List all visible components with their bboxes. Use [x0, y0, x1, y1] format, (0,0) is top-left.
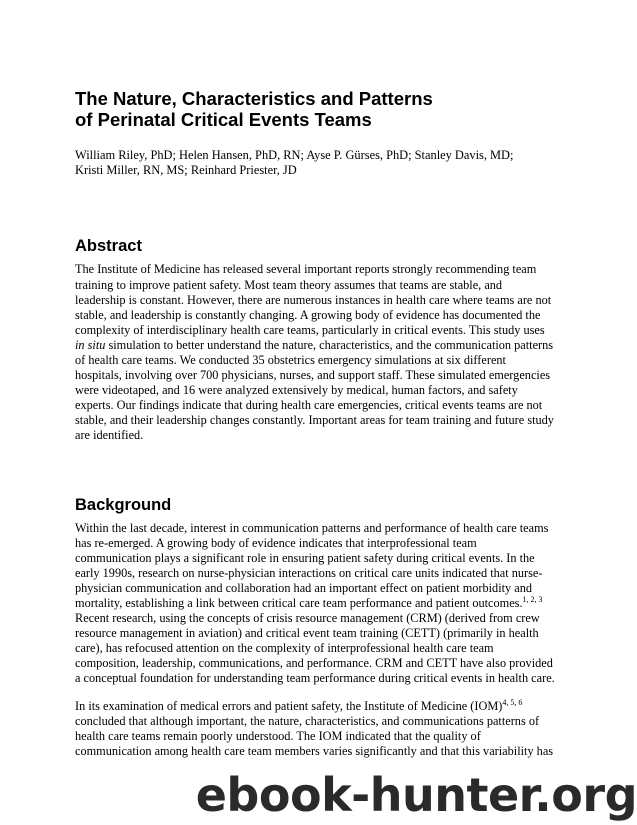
background-p2-text-1: In its examination of medical errors and patient safety, the Institute of Medicine (IOM): [75, 698, 503, 713]
author-line-1: William Riley, PhD; Helen Hansen, PhD, RN; Ayse P. Gürses, PhD; Stanley Davis, MD;: [75, 148, 514, 162]
background-p2-text-2: concluded that although important, the nature, characteristics, and communications patterns of health care teams remain poorly understood. The IOM indicated that the quality of communication among health care team members varies significantly and that this variability has: [75, 713, 554, 758]
background-paragraph-1: [75, 521, 555, 687]
watermark-text: ebook-hunter.org: [195, 768, 637, 822]
paper-page: [75, 88, 575, 759]
citation-superscript: 4, 5, 6: [502, 697, 523, 707]
citation-superscript: 1, 2, 3: [522, 595, 543, 604]
background-p1-text-1: Within the last decade, interest in communication patterns and performance of health care teams has re-emerged. A growing body of evidence indicates that interprofessional team communication plays a significant role in ensuring patient safety during critical events. In the early 1990s, research on nurse-physician interactions on critical care units indicated that nurse-physician communication and collaboration had an important effect on patient morbidity and mortality, establishing a link between critical care team performance and patient outcomes.: [75, 520, 549, 610]
paper-title: [75, 88, 575, 130]
abstract-paragraph: [75, 262, 555, 443]
title-line-1: The Nature, Characteristics and Patterns: [75, 88, 433, 109]
background-paragraph-2: [75, 699, 555, 759]
abstract-italic-term: in situ: [75, 337, 106, 352]
background-heading: Background: [75, 495, 172, 514]
abstract-text-1: The Institute of Medicine has released several important reports strongly recommending team training to improve patient safety. Most team theory assumes that teams are stable, and leadership is constant. However, there are numerous instances in health care where teams are not stable, and leadership is constantly changing. A growing body of evidence has documented the complexity of interdisciplinary health care teams, particularly in critical events. This study uses: [75, 262, 552, 337]
abstract-heading: Abstract: [75, 237, 142, 256]
title-line-2: of Perinatal Critical Events Teams: [75, 109, 372, 130]
author-list: [75, 148, 575, 178]
abstract-text-2: simulation to better understand the nature, characteristics, and the communication patterns of health care teams. We conducted 35 obstetrics emergency simulations at six different hospitals, involving over 700 physicians, nurses, and support staff. These simulated emergencies were videotaped, and 16 were analyzed extensively by medical, human factors, and safety experts. Our findings indicate that during health care emergencies, critical events teams are not stable, and their leadership changes constantly. Important areas for team training and future study are identified.: [75, 337, 554, 443]
author-line-2: Kristi Miller, RN, MS; Reinhard Priester, JD: [75, 163, 297, 178]
background-p1-text-2: Recent research, using the concepts of crisis resource management (CRM) (derived from crew resource management in aviation) and critical event team training (CETT) (primarily in health care), has refocused attention on the complexity of interprofessional health care team composition, leadership, communications, and performance. CRM and CETT have also provided a conceptual foundation for understanding team performance during critical events in health care.: [75, 611, 555, 686]
